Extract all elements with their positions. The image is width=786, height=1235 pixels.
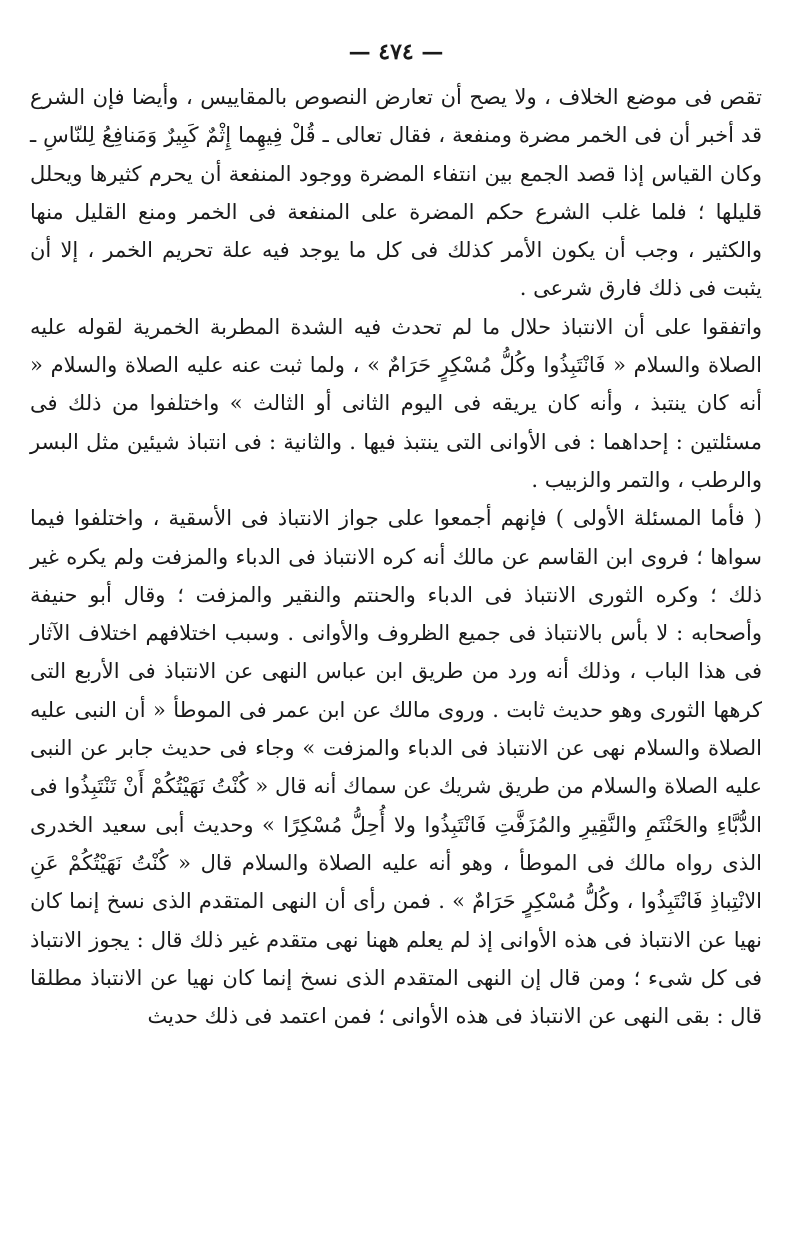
page-body <box>30 78 762 1035</box>
book-page <box>30 30 762 1210</box>
paragraph-1: تقص فى موضع الخلاف ، ولا يصح أن تعارض النصوص بالمقاييس ، وأيضا فإن الشرع قد أخبر أن فى الخمر مضرة ومنفعة ، فقال تعالى ـ قُلْ فِيهِما إِثْمٌ كَبِيرٌ وَمَنافِعُ لِلنّاسِ ـ وكان القياس إذا قصد الجمع بين انتفاء المضرة ووجود المنفعة أن يحرم كثيرها ويحلل قليلها ؛ فلما غلب الشرع حكم المضرة على المنفعة فى الخمر ومنع القليل منها والكثير ، وجب أن يكون الأمر كذلك فى كل ما يوجد فيه علة تحريم الخمر ، إلا أن يثبت فى ذلك فارق شرعى . <box>30 85 762 301</box>
paragraph-3: ( فأما المسئلة الأولى ) فإنهم أجمعوا على جواز الانتباذ فى الأسقية ، واختلفوا فيما سواها ؛ فروى ابن القاسم عن مالك أنه كره الانتباذ فى الدباء والمزفت ولم يكره غير ذلك ؛ وكره الثورى الانتباذ فى الدباء والحنتم والنقير والمزفت ؛ وقال أبو حنيفة وأصحابه : لا بأس بالانتباذ فى جميع الظروف والأوانى . وسبب اختلافهم اختلاف الآثار فى هذا الباب ، وذلك أنه ورد من طريق ابن عباس النهى عن الانتباذ فى الأربع التى كرهها الثورى وهو حديث ثابت . وروى مالك عن ابن عمر فى الموطأ « أن النبى عليه الصلاة والسلام نهى عن الانتباذ فى الدباء والمزفت » وجاء فى حديث جابر عن النبى عليه الصلاة والسلام من طريق شريك عن سماك أنه قال « كُنْتُ نَهَيْتُكُمْ أَنْ تَنْتَبِذُوا فى الدُّبَّاءِ والحَنْتَمِ والنَّقِيرِ والمُزَفَّتِ فَانْتَبِذُوا ولا أُحِلُّ مُسْكِرًا » وحديث أبى سعيد الخدرى الذى رواه مالك فى الموطأ ، وهو أنه عليه الصلاة والسلام قال « كُنْتُ نَهَيْتُكُمْ عَنِ الانْتِباذِ فَانْتَبِذُوا ، وكُلُّ مُسْكِرٍ حَرَامٌ » . فمن رأى أن النهى المتقدم الذى نسخ إنما كان نهيا عن الانتباذ فى هذه الأوانى إذ لم يعلم ههنا نهى متقدم غير ذلك قال : يجوز الانتباذ فى كل شىء ؛ ومن قال إن النهى المتقدم الذى نسخ إنما كان نهيا عن الانتباذ مطلقا قال : بقى النهى عن الانتباذ فى هذه الأوانى ؛ فمن اعتمد فى ذلك حديث <box>30 506 762 1029</box>
paragraph-2: واتفقوا على أن الانتباذ حلال ما لم تحدث فيه الشدة المطربة الخمرية لقوله عليه الصلاة والسلام « فَانْتَبِذُوا وكُلُّ مُسْكِرٍ حَرَامٌ » ، ولما ثبت عنه عليه الصلاة والسلام « أنه كان ينتبذ ، وأنه كان يريقه فى اليوم الثانى أو الثالث » واختلفوا من ذلك فى مسئلتين : إحداهما : فى الأوانى التى ينتبذ فيها . والثانية : فى انتباذ شيئين مثل البسر والرطب ، والتمر والزبيب . <box>30 314 762 492</box>
page-number: — ٤٧٤ — <box>348 39 444 65</box>
